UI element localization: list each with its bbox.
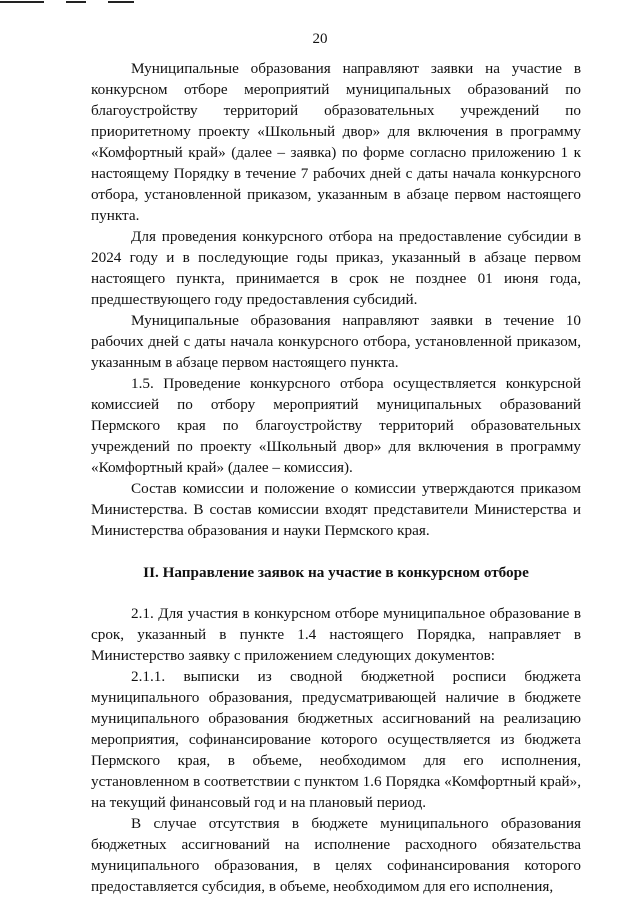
- scan-edge-marks: [0, 0, 640, 6]
- paragraph-clause-1-5: 1.5. Проведение конкурсного отбора осуществляется конкурсной комиссией по отбору мероприятий муниципальных образований Пермского края по благоустройству территорий образовательных учреждений по проекту «Школьный двор» для включения в программу «Комфортный край» (далее – комиссия).: [91, 375, 581, 476]
- page-number: 20: [312, 31, 328, 47]
- paragraph-application-period: Муниципальные образования направляют заявки в течение 10 рабочих дней с даты начала конкурсного отбора, установленной приказом, указанным в абзаце первом настоящего пункта.: [91, 312, 581, 371]
- section-heading: II. Направление заявок на участие в конкурсном отборе: [143, 564, 529, 581]
- scan-mark: [108, 1, 134, 3]
- paragraph-clause-2-1-1: 2.1.1. выписки из сводной бюджетной росписи бюджета муниципального образования, предусматривающей наличие в бюджете муниципального образования бюджетных ассигнований на реализацию мероприятия, софинансирование которого осуществляется из бюджета Пермского края, в объеме, необходимом для его исполнения, установленном в соответствии с пунктом 1.6 Порядка «Комфортный край», на текущий финансовый год и на плановый период.: [91, 668, 581, 811]
- document-body: [91, 58, 581, 897]
- paragraph-applications: Муниципальные образования направляют заявки на участие в конкурсном отборе мероприятий муниципальных образований по благоустройству территорий образовательных учреждений по приоритетному проекту «Школьный двор» для включения в программу «Комфортный край» (далее – заявка) по форме согласно приложению 1 к настоящему Порядку в течение 7 рабочих дней с даты начала конкурсного отбора, установленной приказом, указанным в абзаце первом настоящего пункта.: [91, 60, 581, 224]
- paragraph-budget-absence: В случае отсутствия в бюджете муниципального образования бюджетных ассигнований на исполнение расходного обязательства муниципального образования, в целях софинансирования которого предоставляется субсидия, в объеме, необходимом для его исполнения,: [91, 815, 581, 895]
- scan-mark: [66, 1, 86, 3]
- paragraph-commission-composition: Состав комиссии и положение о комиссии утверждаются приказом Министерства. В состав комиссии входят представители Министерства и Министерства образования и науки Пермского края.: [91, 480, 581, 539]
- scan-mark: [0, 1, 44, 3]
- paragraph-order-deadline: Для проведения конкурсного отбора на предоставление субсидии в 2024 году и в последующие годы приказ, указанный в абзаце первом настоящего пункта, принимается в срок не позднее 01 июня года, предшествующего году предоставления субсидий.: [91, 228, 581, 308]
- paragraph-clause-2-1: 2.1. Для участия в конкурсном отборе муниципальное образование в срок, указанный в пункте 1.4 настоящего Порядка, направляет в Министерство заявку с приложением следующих документов:: [91, 605, 581, 664]
